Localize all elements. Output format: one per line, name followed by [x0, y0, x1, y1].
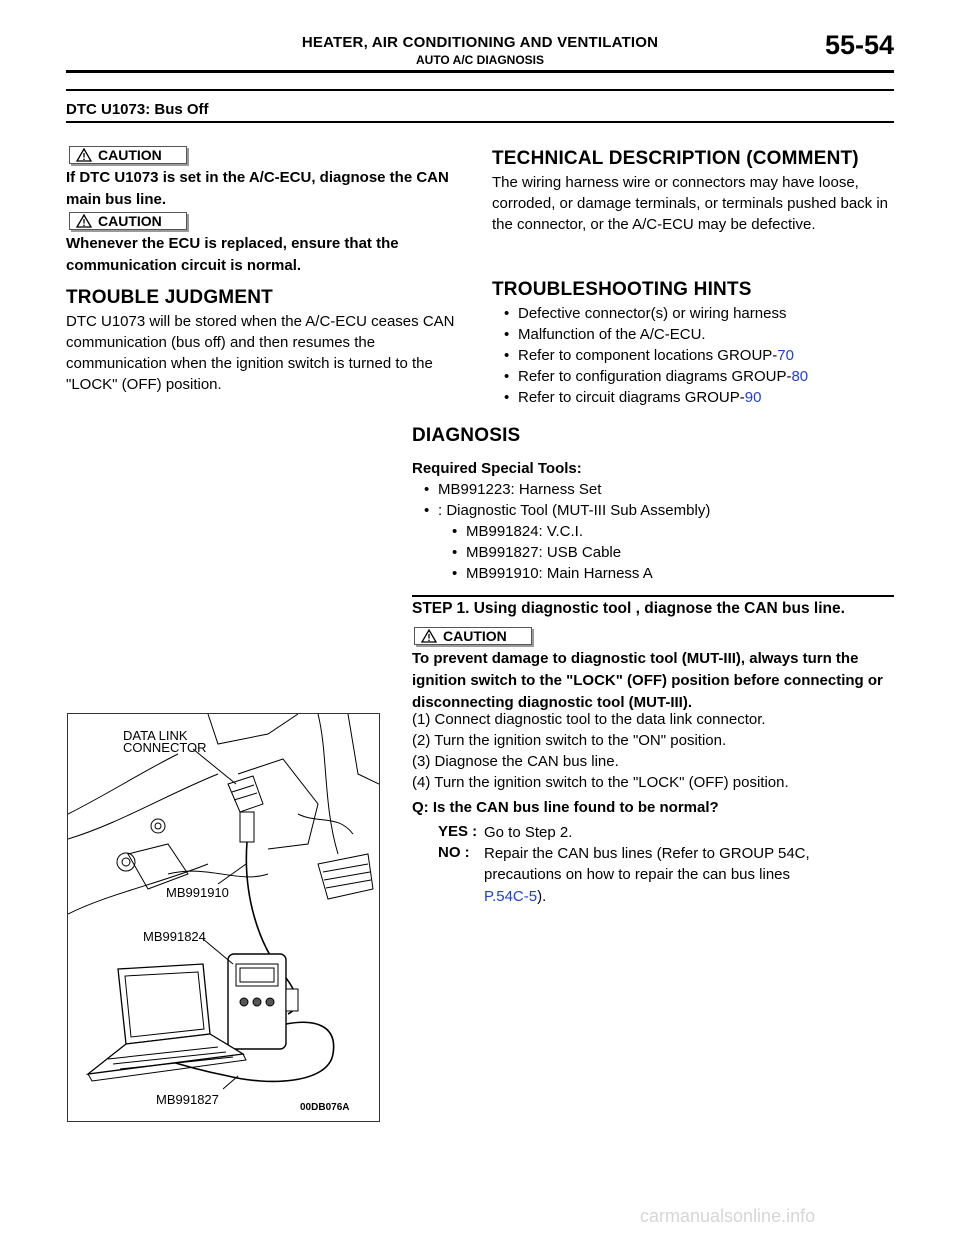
page-reference-link[interactable]: P.54C-5 [484, 888, 538, 905]
tools-list [422, 479, 892, 521]
no-answer-reference: P.54C-5). [484, 888, 547, 905]
group-link[interactable]: 70 [777, 347, 794, 364]
header-rule [66, 70, 894, 73]
caution-badge [69, 146, 187, 164]
technical-description-text: The wiring harness wire or connectors may have loose, corroded, or damage terminals, or terminals pushed back in the connector, or the A/C-ECU may be defective. [492, 174, 889, 233]
header-subtitle: AUTO A/C DIAGNOSIS [415, 53, 544, 67]
yes-label: YES : [438, 823, 478, 840]
subtools-list [450, 521, 890, 584]
no-label: NO : [438, 844, 470, 861]
yes-answer: Go to Step 2. [484, 824, 573, 841]
procedure-step: (1) Connect diagnostic tool to the data link connector. [412, 711, 766, 728]
connection-diagram [67, 713, 380, 1122]
diagnostic-tool-illustration [68, 714, 379, 1121]
figure-label-harness: MB991910 [166, 885, 229, 900]
list-item: • Defective connector(s) or wiring harness [502, 303, 892, 324]
caution-label: CAUTION [443, 628, 507, 644]
troubleshooting-hints-list [502, 303, 892, 408]
header-title: HEATER, AIR CONDITIONING AND VENTILATION [301, 34, 659, 51]
list-item: • Refer to circuit diagrams GROUP-90 [502, 387, 892, 408]
list-item: • MB991223: Harness Set [422, 479, 892, 500]
step-rule [412, 595, 894, 597]
list-item: • Malfunction of the A/C-ECU. [502, 324, 892, 345]
technical-description-heading: TECHNICAL DESCRIPTION (COMMENT) [492, 148, 859, 169]
caution-text: If DTC U1073 is set in the A/C-ECU, diagnose the CAN main bus line. [66, 169, 449, 208]
title-bottom-rule [66, 121, 894, 123]
figure-label-connector: CONNECTOR [123, 740, 207, 755]
no-answer: Repair the CAN bus lines (Refer to GROUP 54C, precautions on how to repair the can bus lines [484, 845, 810, 883]
warning-icon [76, 214, 92, 228]
figure-label-connector: DATA LINK [123, 728, 188, 743]
caution-badge [69, 212, 187, 230]
title-top-rule [66, 89, 894, 91]
list-item: • : Diagnostic Tool (MUT-III Sub Assembly) [422, 500, 892, 521]
step1-question: Q: Is the CAN bus line found to be normal? [412, 799, 719, 816]
caution-text: Whenever the ECU is replaced, ensure that the communication circuit is normal. [66, 235, 399, 274]
step1-title: STEP 1. Using diagnostic tool , diagnose the CAN bus line. [412, 600, 845, 617]
list-item: • MB991910: Main Harness A [450, 563, 890, 584]
list-item: • Refer to component locations GROUP-70 [502, 345, 892, 366]
diagnosis-heading: DIAGNOSIS [412, 425, 521, 446]
trouble-judgment-text: DTC U1073 will be stored when the A/C-ECU ceases CAN communication (bus off) and then resumes the communication when the ignition switch is turned to the "LOCK" (OFF) position. [66, 313, 455, 393]
figure-label-vci: MB991824 [143, 929, 206, 944]
list-item: • MB991827: USB Cable [450, 542, 890, 563]
step1-procedure [412, 709, 894, 793]
warning-icon [421, 629, 437, 643]
list-item: • MB991824: V.C.I. [450, 521, 890, 542]
tools-label: Required Special Tools: [412, 460, 582, 477]
warning-icon [76, 148, 92, 162]
caution-badge [414, 627, 532, 645]
group-link[interactable]: 90 [744, 389, 762, 406]
trouble-judgment-heading: TROUBLE JUDGMENT [66, 287, 273, 308]
list-item: • Refer to configuration diagrams GROUP-80 [502, 366, 892, 387]
procedure-step: (4) Turn the ignition switch to the "LOCK" (OFF) position. [412, 774, 789, 791]
procedure-step: (3) Diagnose the CAN bus line. [412, 753, 619, 770]
dtc-title: DTC U1073: Bus Off [66, 101, 209, 118]
figure-label-cable: MB991827 [156, 1092, 219, 1107]
page-number: 55-54 [824, 30, 894, 60]
group-link[interactable]: 80 [791, 368, 809, 385]
caution-label: CAUTION [98, 147, 162, 163]
watermark: carmanualsonline.info [640, 1206, 816, 1226]
figure-code: 00DB076A [300, 1102, 350, 1113]
troubleshooting-hints-heading: TROUBLESHOOTING HINTS [492, 279, 752, 300]
step1-caution-text: To prevent damage to diagnostic tool (MUT-III), always turn the ignition switch to the "LOCK" (OFF) position before connecting or disconnecting diagnostic tool (MUT-III). [412, 650, 883, 711]
caution-label: CAUTION [98, 213, 162, 229]
procedure-step: (2) Turn the ignition switch to the "ON" position. [412, 732, 727, 749]
